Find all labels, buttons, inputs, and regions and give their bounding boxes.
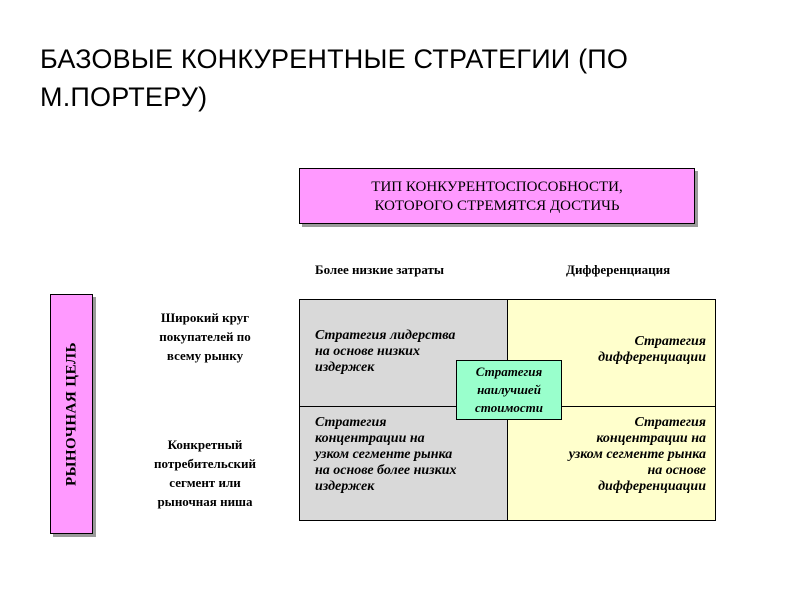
column-header-low-cost: Более низкие затраты — [315, 262, 445, 277]
best-cost-line: Стратегия — [475, 364, 543, 379]
row-header-narrow-segment — [138, 435, 272, 511]
cell-line: дифференциации — [598, 479, 706, 494]
cell-line: Стратегия — [634, 415, 706, 430]
row-header-line: сегмент или — [169, 475, 241, 490]
cell-line: на основе более низких — [315, 463, 457, 478]
best-cost-strategy-box — [456, 360, 562, 420]
row-header-line: Широкий круг — [160, 310, 250, 325]
cell-line: издержек — [315, 479, 375, 494]
type-box-line: ТИП КОНКУРЕНТОСПОСОБНОСТИ, — [371, 179, 623, 195]
cell-focused-differentiation — [507, 406, 716, 521]
type-box-line: КОТОРОГО СТРЕМЯТСЯ ДОСТИЧЬ — [374, 198, 620, 214]
best-cost-line: наилучшей — [477, 382, 541, 397]
market-target-box — [50, 294, 93, 534]
cell-line: дифференциации — [598, 350, 706, 365]
row-header-line: рыночная ниша — [157, 494, 253, 509]
cell-line: Стратегия — [315, 415, 387, 430]
cell-line: Стратегия — [634, 334, 706, 349]
cell-line: на основе — [647, 463, 706, 478]
row-header-line: покупателей по — [159, 329, 251, 344]
page-title: БАЗОВЫЕ КОНКУРЕНТНЫЕ СТРАТЕГИИ (ПО М.ПОРТЕРУ) — [40, 44, 629, 112]
cell-line: издержек — [315, 360, 375, 375]
row-header-line: всему рынку — [166, 348, 244, 363]
cell-line: на основе низких — [315, 344, 420, 359]
cell-line: узком сегменте рынка — [568, 447, 706, 462]
cell-line: концентрации на — [596, 431, 706, 446]
column-header-differentiation: Дифференциация — [566, 262, 671, 277]
row-header-line: потребительский — [154, 456, 256, 471]
cell-line: узком сегменте рынка — [315, 447, 453, 462]
best-cost-line: стоимости — [475, 400, 543, 415]
cell-line: Стратегия лидерства — [315, 328, 456, 343]
row-header-line: Конкретный — [167, 437, 243, 452]
cell-line: концентрации на — [315, 431, 425, 446]
cell-focused-low-cost — [299, 406, 508, 521]
market-target-label: РЫНОЧНАЯ ЦЕЛЬ — [63, 341, 79, 487]
row-header-broad-market — [138, 308, 272, 365]
competitive-advantage-type-box — [299, 168, 695, 224]
